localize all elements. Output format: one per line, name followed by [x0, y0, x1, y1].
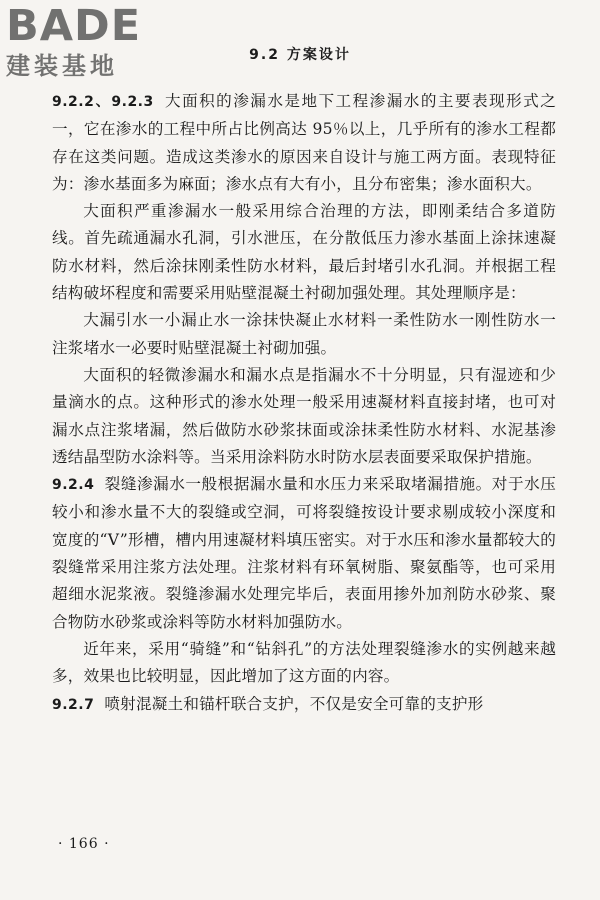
watermark-subtitle-text: 建装基地 [6, 52, 118, 80]
section-heading: 9.2 方案设计 [249, 47, 351, 63]
clause-9-2-7-paragraph [52, 691, 556, 719]
page-number: · 166 · [58, 836, 110, 852]
paragraph-text: 大面积的轻微渗漏水和漏水点是指漏水不十分明显，只有湿迹和少量滴水的点。这种形式的渗水处理一般采用速凝材料直接封堵，也可对漏水点注浆堵漏，然后做防水砂浆抹面或涂抹柔性防水材料、水泥基渗透结晶型防水涂料等。当采用涂料防水时防水层表面要采取保护措施。 [52, 365, 556, 466]
clause-number: 9.2.4 [52, 477, 95, 494]
clause-9-2-4-paragraph [52, 471, 556, 636]
paragraph-text: 大面积的渗漏水是地下工程渗漏水的主要表现形式之一，它在渗水的工程中所占比例高达 95％以上，几乎所有的渗水工程都存在这类问题。造成这类渗水的原因来自设计与施工两方面。表现特征为：渗水基面多为麻面；渗水点有大有小，且分布密集；渗水面积大。 [52, 92, 556, 193]
watermark-brand-text: BADE [6, 1, 142, 51]
paragraph [52, 307, 556, 362]
paragraph-text: 裂缝渗漏水一般根据漏水量和水压力来采取堵漏措施。对于水压较小和渗水量不大的裂缝或空洞，可将裂缝按设计要求剔成较小深度和宽度的“V”形槽，槽内用速凝材料填压密实。对于水压和渗水量都较大的裂缝常采用注浆方法处理。注浆材料有环氧树脂、聚氨酯等，也可采用超细水泥浆液。裂缝渗漏水处理完毕后，表面用掺外加剂防水砂浆、聚合物防水砂浆或涂料等防水材料加强防水。 [52, 475, 556, 631]
paragraph-text: 近年来，采用“骑缝”和“钻斜孔”的方法处理裂缝渗水的实例越来越多，效果也比较明显，因此增加了这方面的内容。 [52, 639, 556, 686]
paragraph [52, 636, 556, 691]
clause-9-2-2-paragraph [52, 88, 556, 198]
paragraph [52, 362, 556, 471]
paragraph-text: 喷射混凝土和锚杆联合支护，不仅是安全可靠的支护形 [104, 694, 484, 713]
paragraph-text: 大漏引水一小漏止水一涂抹快凝止水材料一柔性防水一刚性防水一注浆堵水一必要时贴壁混凝土衬砌加强。 [52, 311, 556, 357]
paragraph-text: 大面积严重渗漏水一般采用综合治理的方法，即刚柔结合多道防线。首先疏通漏水孔洞，引水泄压，在分散低压力渗水基面上涂抹速凝防水材料，然后涂抹刚柔性防水材料，最后封堵引水孔洞。并根据工程结构破坏程度和需要采用贴壁混凝土衬砌加强处理。其处理顺序是： [52, 202, 556, 303]
clause-number: 9.2.7 [52, 696, 95, 713]
paragraph [52, 198, 556, 307]
body-text [52, 88, 556, 719]
clause-number: 9.2.2、9.2.3 [52, 94, 154, 110]
